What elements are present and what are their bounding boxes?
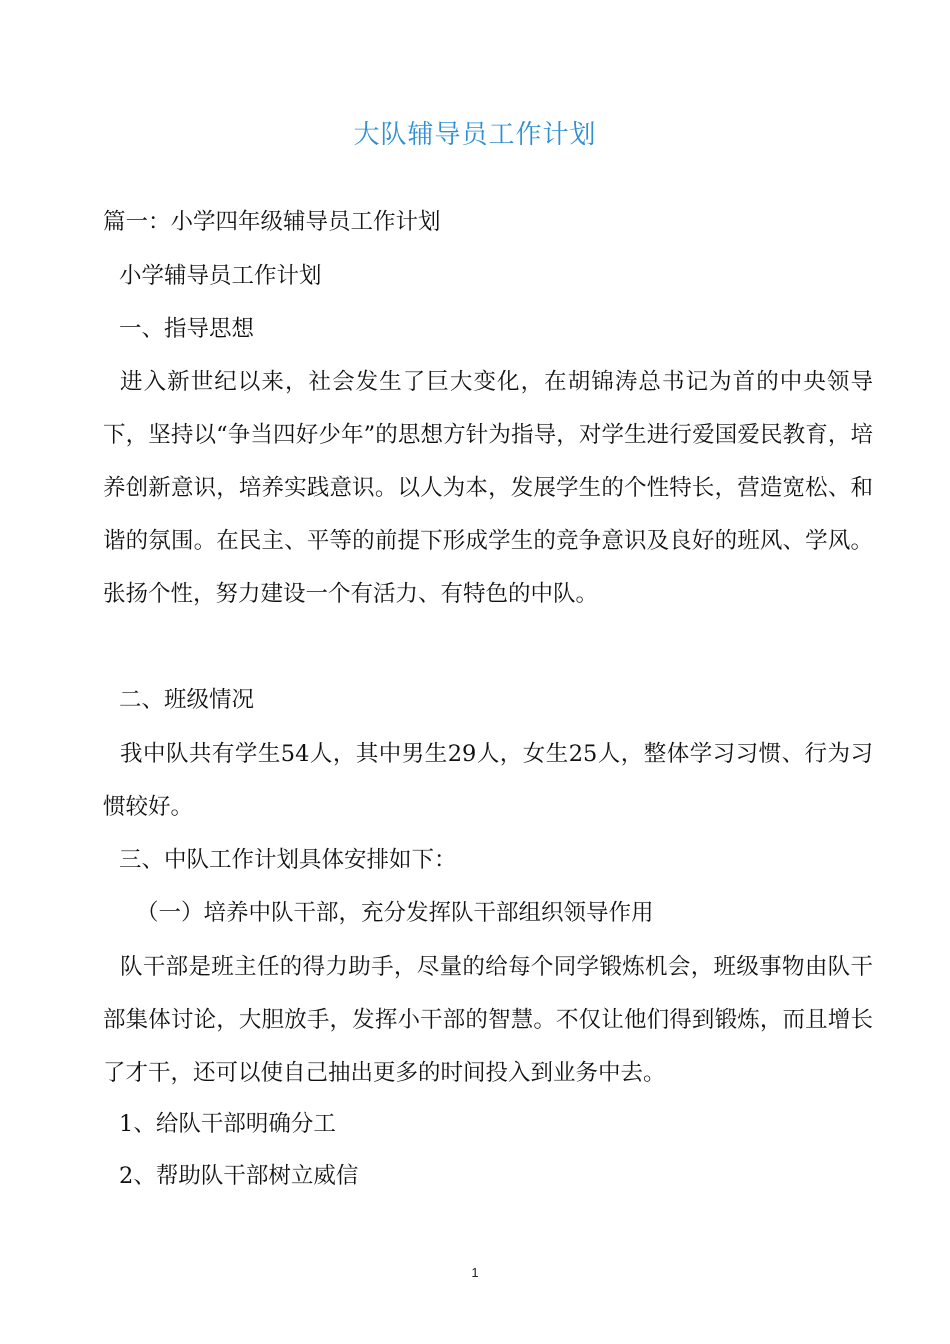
- list-item-2: 2、帮助队干部树立威信: [119, 1163, 359, 1189]
- section-heading-part-one: 篇一：小学四年级辅导员工作计划: [103, 209, 441, 235]
- paragraph-guiding-thought: 进入新世纪以来，社会发生了巨大变化，在胡锦涛总书记为首的中央领导下，坚持以“争当四好少年”的思想方针为指导，对学生进行爱国爱民教育，培养创新意识，培养实践意识。以人为本，发展学生的个性特长，营造宽松、和谐的氛围。在民主、平等的前提下形成学生的竞争意识及良好的班风、学风。张扬个性，努力建设一个有活力、有特色的中队。: [103, 369, 873, 607]
- subheading-train-cadres: （一）培养中队干部，充分发挥队干部组织领导作用: [136, 900, 654, 926]
- subheading-plan-title: 小学辅导员工作计划: [119, 263, 322, 289]
- heading-work-plan: 三、中队工作计划具体安排如下：: [119, 847, 457, 873]
- paragraph-class-situation: 我中队共有学生54人，其中男生29人，女生25人，整体学习习惯、行为习惯较好。: [103, 741, 873, 820]
- heading-guiding-thought: 一、指导思想: [119, 316, 255, 342]
- list-item-1: 1、给队干部明确分工: [119, 1111, 336, 1137]
- paragraph-train-cadres: 队干部是班主任的得力助手，尽量的给每个同学锻炼机会，班级事物由队干部集体讨论，大胆放手，发挥小干部的智慧。不仅让他们得到锻炼，而且增长了才干，还可以使自己抽出更多的时间投入到业务中去。: [103, 954, 873, 1086]
- document-title: 大队辅导员工作计划: [353, 120, 597, 150]
- page-number: 1: [471, 1265, 479, 1280]
- heading-class-situation: 二、班级情况: [119, 687, 255, 713]
